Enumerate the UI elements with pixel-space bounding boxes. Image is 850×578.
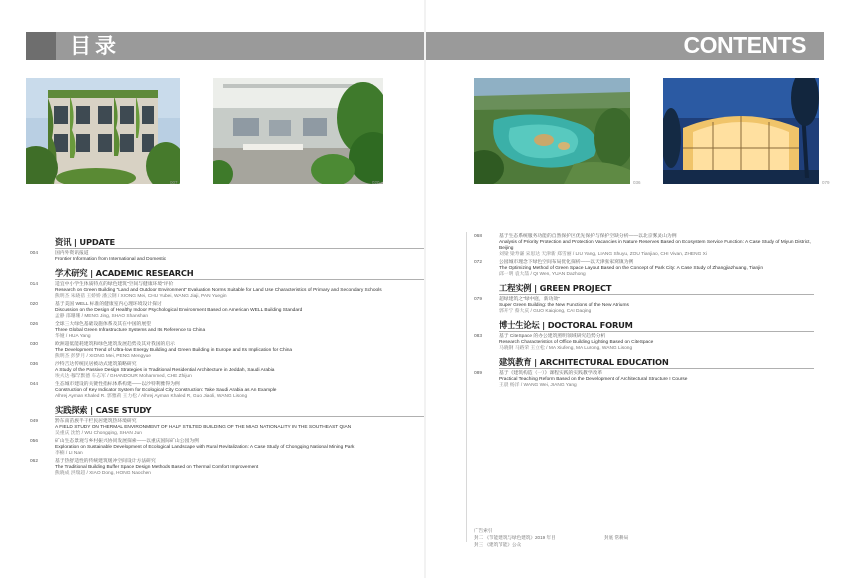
- entry-authors: 吴重庆 沈怡 / WU Chongqing, SHAN Jun: [55, 431, 142, 436]
- toc-entry[interactable]: [30, 282, 424, 300]
- ad-index-line: 封三 《建筑节能》公众: [474, 542, 522, 547]
- entry-title-cn: 基于热舒适性的传统建筑缓冲空间设计方法研究: [55, 459, 156, 464]
- entry-title-cn: 矿山生态景观与乡村振兴协同发展探索——以重庆国际矿山公园为例: [55, 439, 199, 444]
- entry-page-number: 089: [474, 371, 483, 376]
- entry-authors: 熊明杰 彭梦月 / XIONG Mei, PENG Mengyue: [55, 354, 151, 359]
- entry-authors: 王晨 杨洋 / WANG Wei, JIANG Yang: [499, 383, 577, 388]
- entry-authors: 熊明杰 朱晓蓓 王娇娇 潘云钢 / XIONG Mei, CHU Yubei, WANG Jiaji, PAN Yuegin: [55, 294, 227, 299]
- entry-title-en: A Study of the Passive Design Strategies in Traditional Residential Architecture in Jeddah, Saudi Arabia: [55, 368, 275, 373]
- entry-title-en: Exploration on Sustainable Development of Ecological Landscape with Rural Revitalization: A Case Study of Chongqing National Mining Park: [55, 445, 355, 450]
- entry-title-en: The Development Trend of Ultra-low Energy Building and Green Building in Europe and Its Implication for China: [55, 348, 293, 353]
- toc-entry[interactable]: [30, 362, 424, 380]
- toc-entry[interactable]: [474, 234, 814, 258]
- entry-page-number: 056: [30, 439, 39, 444]
- header-accent-block: [26, 32, 56, 60]
- entry-title-cn: 基于生态系统服务功能的自然保护区优先保护与保护空缺分析——以北京雾灵山为例: [499, 234, 677, 239]
- entry-page-number: 004: [30, 251, 39, 256]
- entry-title-cn: 全球三大绿色基础设施体系及其在中国的展望: [55, 322, 151, 327]
- entry-page-number: 062: [30, 459, 39, 464]
- toc-section-continued: [474, 234, 814, 278]
- entry-authors: 埃夫达·穆罕默德 车志军 / GHANDOUR Mohammed, CHE Zhijun: [55, 374, 192, 379]
- entry-title-en: Research on Green Building “Land and Outdoor Environment” Evaluation Norms Suitable for Land Use Characteristics of Primary and Secondary Schools: [55, 288, 382, 293]
- photo-green-office-interior: [213, 78, 383, 184]
- entry-authors: Alhrej Ayman Khaled R. 郭雅莉 王力松 / Alhrej Ayman Khaled R, Guo Jiaoli, WANG Lisong: [55, 394, 248, 399]
- entry-page-number: 083: [474, 334, 483, 339]
- photo-green-facade-building: [26, 78, 180, 184]
- entry-page-number: 020: [30, 302, 39, 307]
- entry-authors: 刘梁 梁寿谦 宋思达 天津新 郑雪丽 / LIU Yang, LIANG Shuyu, ZOU Tianjiao, CHI Vivan, ZHENG Xi: [499, 252, 707, 257]
- entry-authors: 李楠 / LI Nan: [55, 451, 83, 456]
- photo-aerial-quarry-lake-park: [474, 78, 630, 184]
- toc-entry[interactable]: [30, 439, 424, 457]
- ad-index-title: 广告索引: [474, 528, 493, 533]
- toc-section-case-study: [30, 403, 424, 477]
- entry-page-number: 049: [30, 419, 39, 424]
- entry-title-en: Discussion on the Design of Healthy Indoor Psychological Environment Based on American WELL Building Standard: [55, 308, 303, 313]
- section-header: [55, 403, 424, 417]
- photo-page-number: 036: [633, 180, 641, 185]
- entry-authors: 邱一明 袁大喆 / QI Wen, YUAN Dazhong: [499, 272, 586, 277]
- toc-section-architectural-education: [474, 355, 814, 389]
- entry-title-en: Practical Teaching Reform Based on the Development of Architectural Structure I Course: [499, 377, 688, 382]
- toc-entry[interactable]: [30, 382, 424, 400]
- entry-authors: 华娅 / HUA Yang: [55, 334, 91, 339]
- section-header: [55, 266, 424, 280]
- toc-entry[interactable]: [474, 334, 814, 352]
- section-header: [499, 281, 814, 295]
- entry-title-en: The Optimizing Method of Green Space Layout Based on the Concept of Park City: A Case Study of Zhangjiazhuang, Tianjin: [499, 266, 763, 271]
- toc-entry[interactable]: [30, 459, 424, 477]
- toc-entry[interactable]: [30, 251, 424, 263]
- entry-title-cn: 生态城市建设的关键性指标体系构建——以沙特利雅得为例: [55, 382, 180, 387]
- entry-title-cn: 适宜中小学生体质特点的绿色建筑“空间与健康环境”评价: [55, 282, 174, 287]
- section-header: [499, 318, 814, 332]
- entry-title-en: Analysis of Priority Protection and Protection Vacancies in Nature Reserves Based on Ecosystem Service Function: A Case Study of Miyun District, Beijing: [499, 240, 811, 251]
- entry-title-cn: 欧洲超低能耗建筑和绿色建筑发展趋势及其对我国的启示: [55, 342, 175, 347]
- entry-page-number: 044: [30, 382, 39, 387]
- entry-title-en: Three Global Green Infrastructure Systems and Its Reference to China: [55, 328, 206, 333]
- toc-entry[interactable]: [474, 260, 814, 278]
- entry-page-number: 026: [30, 322, 39, 327]
- entry-page-number: 014: [30, 282, 39, 287]
- entry-title-en: Construction of Key Indicator System for Ecological City Construction: Take Saudi Arabia as An Example: [55, 388, 277, 393]
- entry-title-en: A FIELD STUDY ON THERMAL ENVIRONMENT OF HALF STILTED BUILDING OF THE MIAO NATIONALITY IN THE SOUTHEAST QIAN: [55, 425, 352, 430]
- column-divider: [466, 232, 467, 542]
- entry-page-number: 072: [474, 260, 483, 265]
- entry-page-number: 068: [474, 234, 483, 239]
- entry-page-number: 030: [30, 342, 39, 347]
- entry-authors: 孟静 邵珊珊 / MENG Jing, SHAO Shanshan: [55, 314, 149, 319]
- entry-title-cn: 黔东南苗族半干栏民居建筑热环境研究: [55, 419, 137, 424]
- section-title: 工程实例 | GREEN PROJECT: [499, 283, 612, 293]
- toc-section-academic-research: [30, 266, 424, 400]
- toc-entry[interactable]: [474, 371, 814, 389]
- section-header: [499, 355, 814, 369]
- entry-title-cn: 公园城市理念下绿色空间布局优化探析——以天津张家窝镇为例: [499, 260, 634, 265]
- toc-section-doctoral-forum: [474, 318, 814, 352]
- toc-entry[interactable]: [30, 419, 424, 437]
- spread-gutter: [424, 0, 426, 578]
- toc-section-update: [30, 235, 424, 263]
- toc-left-column: [30, 235, 424, 480]
- entry-title-en: Frontier Information from International and Domestic: [55, 257, 167, 262]
- section-title: 学术研究 | ACADEMIC RESEARCH: [55, 268, 194, 278]
- photo-page-number: 020: [372, 180, 380, 185]
- ad-index-line: 封底 常耕局: [604, 535, 629, 540]
- section-header: [55, 235, 424, 249]
- entry-title-cn: 基于 CiteSpace 的办公建筑照明领域研究趋势分析: [499, 334, 606, 339]
- section-title: 建筑教育 | ARCHITECTURAL EDUCATION: [499, 357, 669, 367]
- photo-page-number: 079: [822, 180, 830, 185]
- section-title: 资讯 | UPDATE: [55, 237, 116, 247]
- entry-title-en: Super Green Building: the New Functions of the New Atriums: [499, 303, 629, 308]
- toc-entry[interactable]: [30, 322, 424, 340]
- entry-title-en: Research Characteristics of Office Building Lighting Based on CiteSpace: [499, 340, 654, 345]
- entry-page-number: 036: [30, 362, 39, 367]
- toc-entry[interactable]: [30, 302, 424, 320]
- page-title-english: CONTENTS: [683, 32, 806, 58]
- entry-title-en: The Traditional Building Buffer Space Design Methods Based on Thermal Comfort Improvement: [55, 465, 259, 470]
- ad-index: [474, 527, 628, 548]
- entry-authors: 郭开宁 蔡大庆 / GUO Kaiqiong, CAI Daqing: [499, 309, 592, 314]
- toc-right-column: [474, 234, 814, 392]
- photo-glass-atrium-night: [663, 78, 819, 184]
- entry-title-cn: 基于《建筑构造（一）》课程实践的实践教学改革: [499, 371, 603, 376]
- entry-title-cn: 超绿建筑之“绿中庭，新功效”: [499, 297, 560, 302]
- entry-title-cn: 国内外资讯报道: [55, 251, 89, 256]
- page-title-chinese: 目录: [70, 34, 120, 58]
- entry-page-number: 079: [474, 297, 483, 302]
- photo-page-number: 007: [170, 180, 178, 185]
- entry-title-cn: 基于美国 WELL 标准的健康室内心理环境设计探讨: [55, 302, 162, 307]
- section-title: 实践探索 | CASE STUDY: [55, 405, 152, 415]
- toc-entry[interactable]: [30, 342, 424, 360]
- entry-title-cn: 沙特吉达传统民居被动式建筑策略研究: [55, 362, 137, 367]
- entry-authors: 熊晓成 洪瑞超 / XIAO Dong, HONG Naochen: [55, 471, 151, 476]
- toc-entry[interactable]: [474, 297, 814, 315]
- entry-authors: 马晓钢 马路荣 王立松 / MA Xiufeng, MA Lurong, WANG Lisong: [499, 346, 633, 351]
- section-title: 博士生论坛 | DOCTORAL FORUM: [499, 320, 633, 330]
- ad-index-line: 封二 《节能建筑与绿色建筑》2019 年目: [474, 535, 556, 540]
- toc-section-green-project: [474, 281, 814, 315]
